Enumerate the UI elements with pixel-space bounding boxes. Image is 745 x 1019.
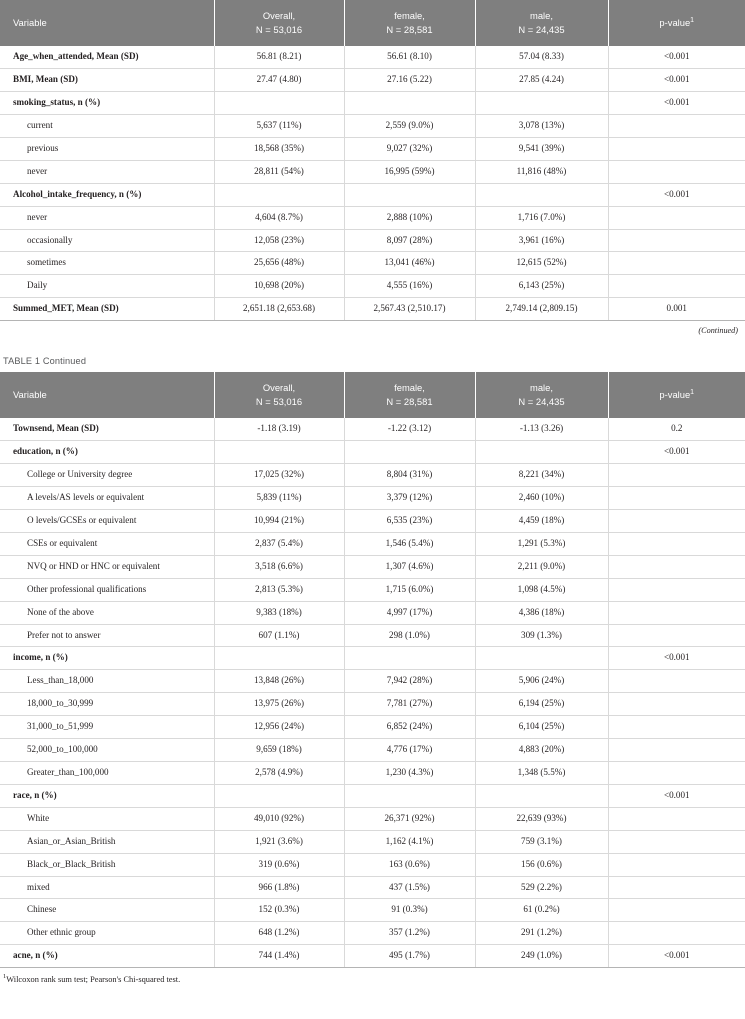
table-row <box>0 784 745 807</box>
table-row <box>0 252 745 275</box>
cell-female: 56.61 (8.10) <box>344 46 475 68</box>
row-category-name: Less_than_18,000 <box>0 670 214 693</box>
table-row <box>0 92 745 115</box>
row-variable-name: acne, n (%) <box>0 945 214 968</box>
cell-pvalue <box>608 229 745 252</box>
cell-female <box>344 441 475 464</box>
cell-male: 249 (1.0%) <box>475 945 608 968</box>
cell-female: 2,559 (9.0%) <box>344 114 475 137</box>
section-spacer <box>0 335 745 356</box>
row-category-name: None of the above <box>0 601 214 624</box>
cell-pvalue <box>608 853 745 876</box>
table-row <box>0 206 745 229</box>
cell-pvalue <box>608 487 745 510</box>
cell-male: 4,883 (20%) <box>475 739 608 762</box>
table-row <box>0 693 745 716</box>
cell-overall: 28,811 (54%) <box>214 160 344 183</box>
column-header-female-n: N = 28,581 <box>386 23 433 35</box>
cell-pvalue <box>608 555 745 578</box>
cell-overall: 744 (1.4%) <box>214 945 344 968</box>
table-row <box>0 716 745 739</box>
cell-male: 2,211 (9.0%) <box>475 555 608 578</box>
row-category-name: CSEs or equivalent <box>0 532 214 555</box>
row-category-name: NVQ or HND or HNC or equivalent <box>0 555 214 578</box>
row-category-name: Prefer not to answer <box>0 624 214 647</box>
cell-male: 61 (0.2%) <box>475 899 608 922</box>
cell-pvalue: 0.2 <box>608 418 745 440</box>
table-row <box>0 464 745 487</box>
cell-female <box>344 92 475 115</box>
table-header <box>0 0 745 46</box>
cell-male: 1,348 (5.5%) <box>475 761 608 784</box>
cell-female: 1,307 (4.6%) <box>344 555 475 578</box>
cell-overall: 3,518 (6.6%) <box>214 555 344 578</box>
column-header-variable: Variable <box>0 372 214 418</box>
table-row <box>0 945 745 968</box>
cell-female: 6,852 (24%) <box>344 716 475 739</box>
cell-overall: 9,383 (18%) <box>214 601 344 624</box>
cell-overall: 17,025 (32%) <box>214 464 344 487</box>
cell-female: 16,995 (59%) <box>344 160 475 183</box>
footnote-marker-text: 1 <box>3 973 7 981</box>
cell-overall: 5,637 (11%) <box>214 114 344 137</box>
cell-pvalue <box>608 114 745 137</box>
cell-pvalue <box>608 807 745 830</box>
cell-female: 9,027 (32%) <box>344 137 475 160</box>
cell-male <box>475 183 608 206</box>
cell-pvalue <box>608 922 745 945</box>
row-category-name: White <box>0 807 214 830</box>
table-row <box>0 46 745 68</box>
cell-male: 1,291 (5.3%) <box>475 532 608 555</box>
table-1-part-2 <box>0 372 745 968</box>
table-header-row <box>0 372 745 418</box>
cell-male: 6,143 (25%) <box>475 275 608 298</box>
table-caption-continued: TABLE 1 Continued <box>3 356 87 367</box>
cell-overall: 12,956 (24%) <box>214 716 344 739</box>
row-variable-name: income, n (%) <box>0 647 214 670</box>
table-row <box>0 647 745 670</box>
column-header-female-n: N = 28,581 <box>386 395 433 407</box>
table-row <box>0 876 745 899</box>
cell-male <box>475 647 608 670</box>
column-header-overall-n: N = 53,016 <box>255 395 303 407</box>
cell-male: 57.04 (8.33) <box>475 46 608 68</box>
table-row <box>0 761 745 784</box>
row-variable-name: education, n (%) <box>0 441 214 464</box>
cell-male: 3,961 (16%) <box>475 229 608 252</box>
table-row <box>0 510 745 533</box>
cell-overall: 152 (0.3%) <box>214 899 344 922</box>
row-category-name: previous <box>0 137 214 160</box>
cell-male: 5,906 (24%) <box>475 670 608 693</box>
cell-male: 759 (3.1%) <box>475 830 608 853</box>
cell-female: 1,715 (6.0%) <box>344 578 475 601</box>
table-row <box>0 555 745 578</box>
row-category-name: O levels/GCSEs or equivalent <box>0 510 214 533</box>
cell-female: 1,162 (4.1%) <box>344 830 475 853</box>
column-header-variable: Variable <box>0 0 214 46</box>
cell-overall: 2,813 (5.3%) <box>214 578 344 601</box>
table-row <box>0 114 745 137</box>
row-variable-name: BMI, Mean (SD) <box>0 69 214 92</box>
table-1-part-1-body <box>0 46 745 320</box>
column-header-male <box>475 0 608 46</box>
cell-pvalue: <0.001 <box>608 46 745 68</box>
table-row <box>0 275 745 298</box>
cell-male: 12,615 (52%) <box>475 252 608 275</box>
cell-overall: 25,656 (48%) <box>214 252 344 275</box>
cell-female: 2,567.43 (2,510.17) <box>344 298 475 321</box>
cell-male: 4,459 (18%) <box>475 510 608 533</box>
cell-overall: 1,921 (3.6%) <box>214 830 344 853</box>
continued-marker: (Continued) <box>698 326 738 336</box>
column-header-female <box>344 372 475 418</box>
cell-female: 8,097 (28%) <box>344 229 475 252</box>
column-header-pvalue-label: p-value <box>659 16 691 28</box>
cell-female: 495 (1.7%) <box>344 945 475 968</box>
table-footnote <box>0 968 745 984</box>
cell-pvalue <box>608 693 745 716</box>
cell-overall <box>214 647 344 670</box>
cell-female: 4,555 (16%) <box>344 275 475 298</box>
cell-pvalue: <0.001 <box>608 784 745 807</box>
column-header-pvalue <box>608 0 745 46</box>
cell-female: 357 (1.2%) <box>344 922 475 945</box>
cell-pvalue <box>608 601 745 624</box>
table-1-part-1 <box>0 0 745 321</box>
cell-male: 4,386 (18%) <box>475 601 608 624</box>
cell-female <box>344 784 475 807</box>
cell-female: 7,942 (28%) <box>344 670 475 693</box>
cell-overall <box>214 441 344 464</box>
cell-female: 26,371 (92%) <box>344 807 475 830</box>
cell-pvalue: <0.001 <box>608 92 745 115</box>
cell-female: 27.16 (5.22) <box>344 69 475 92</box>
cell-pvalue: <0.001 <box>608 945 745 968</box>
table-row <box>0 899 745 922</box>
cell-pvalue <box>608 716 745 739</box>
cell-pvalue: <0.001 <box>608 69 745 92</box>
footnote-body: Wilcoxon rank sum test; Pearson's Chi-squared test. <box>6 975 181 985</box>
cell-male <box>475 784 608 807</box>
cell-pvalue: 0.001 <box>608 298 745 321</box>
cell-female: 2,888 (10%) <box>344 206 475 229</box>
cell-female: 4,997 (17%) <box>344 601 475 624</box>
cell-male: 6,104 (25%) <box>475 716 608 739</box>
row-variable-name: Age_when_attended, Mean (SD) <box>0 46 214 68</box>
cell-pvalue <box>608 275 745 298</box>
cell-overall: 319 (0.6%) <box>214 853 344 876</box>
table-row <box>0 624 745 647</box>
column-header-pvalue-label: p-value <box>659 388 691 400</box>
table-row <box>0 853 745 876</box>
cell-pvalue <box>608 532 745 555</box>
cell-overall: 13,975 (26%) <box>214 693 344 716</box>
cell-male: 1,098 (4.5%) <box>475 578 608 601</box>
row-category-name: never <box>0 160 214 183</box>
cell-female: 8,804 (31%) <box>344 464 475 487</box>
cell-male <box>475 92 608 115</box>
row-category-name: Greater_than_100,000 <box>0 761 214 784</box>
cell-male: 3,078 (13%) <box>475 114 608 137</box>
cell-pvalue <box>608 739 745 762</box>
cell-female: 7,781 (27%) <box>344 693 475 716</box>
cell-pvalue <box>608 464 745 487</box>
table-row <box>0 807 745 830</box>
cell-pvalue <box>608 137 745 160</box>
cell-female: 437 (1.5%) <box>344 876 475 899</box>
cell-pvalue: <0.001 <box>608 647 745 670</box>
cell-pvalue <box>608 670 745 693</box>
row-variable-name: smoking_status, n (%) <box>0 92 214 115</box>
cell-overall: -1.18 (3.19) <box>214 418 344 440</box>
row-category-name: A levels/AS levels or equivalent <box>0 487 214 510</box>
cell-overall: 5,839 (11%) <box>214 487 344 510</box>
column-header-male-n: N = 24,435 <box>518 395 565 407</box>
footnote-marker: 1 <box>690 388 695 396</box>
table-row <box>0 229 745 252</box>
cell-pvalue <box>608 830 745 853</box>
cell-pvalue <box>608 578 745 601</box>
cell-male <box>475 441 608 464</box>
table-row <box>0 418 745 440</box>
column-header-male-n: N = 24,435 <box>518 23 565 35</box>
cell-overall: 10,994 (21%) <box>214 510 344 533</box>
column-header-overall-label: Overall, <box>262 382 296 394</box>
row-category-name: 18,000_to_30,999 <box>0 693 214 716</box>
table-row <box>0 830 745 853</box>
row-category-name: never <box>0 206 214 229</box>
cell-male: 6,194 (25%) <box>475 693 608 716</box>
row-category-name: current <box>0 114 214 137</box>
cell-male: 529 (2.2%) <box>475 876 608 899</box>
cell-female: 4,776 (17%) <box>344 739 475 762</box>
cell-female: 3,379 (12%) <box>344 487 475 510</box>
row-category-name: Other professional qualifications <box>0 578 214 601</box>
column-header-female <box>344 0 475 46</box>
row-category-name: Black_or_Black_British <box>0 853 214 876</box>
table-row <box>0 487 745 510</box>
cell-overall <box>214 784 344 807</box>
cell-male: 291 (1.2%) <box>475 922 608 945</box>
cell-male: 9,541 (39%) <box>475 137 608 160</box>
table-row <box>0 69 745 92</box>
cell-male: 309 (1.3%) <box>475 624 608 647</box>
cell-pvalue <box>608 510 745 533</box>
cell-overall: 2,578 (4.9%) <box>214 761 344 784</box>
table-row <box>0 739 745 762</box>
cell-pvalue <box>608 624 745 647</box>
cell-female: 298 (1.0%) <box>344 624 475 647</box>
column-header-overall <box>214 0 344 46</box>
cell-female <box>344 647 475 670</box>
table-header-continued <box>0 372 745 418</box>
cell-pvalue: <0.001 <box>608 441 745 464</box>
cell-overall: 56.81 (8.21) <box>214 46 344 68</box>
cell-male: 27.85 (4.24) <box>475 69 608 92</box>
cell-overall <box>214 92 344 115</box>
cell-female: 163 (0.6%) <box>344 853 475 876</box>
cell-overall: 10,698 (20%) <box>214 275 344 298</box>
table-row <box>0 532 745 555</box>
cell-pvalue <box>608 761 745 784</box>
cell-male: 1,716 (7.0%) <box>475 206 608 229</box>
cell-male: 2,749.14 (2,809.15) <box>475 298 608 321</box>
cell-male: -1.13 (3.26) <box>475 418 608 440</box>
cell-male: 22,639 (93%) <box>475 807 608 830</box>
cell-pvalue <box>608 876 745 899</box>
cell-overall: 12,058 (23%) <box>214 229 344 252</box>
column-header-female-label: female, <box>394 382 425 394</box>
column-header-overall-label: Overall, <box>262 10 296 21</box>
cell-male: 11,816 (48%) <box>475 160 608 183</box>
cell-overall: 966 (1.8%) <box>214 876 344 899</box>
cell-pvalue <box>608 899 745 922</box>
column-header-male-label: male, <box>530 382 553 394</box>
cell-male: 156 (0.6%) <box>475 853 608 876</box>
cell-pvalue: <0.001 <box>608 183 745 206</box>
row-category-name: Asian_or_Asian_British <box>0 830 214 853</box>
cell-pvalue <box>608 160 745 183</box>
table-row <box>0 922 745 945</box>
cell-overall: 2,837 (5.4%) <box>214 532 344 555</box>
row-category-name: Daily <box>0 275 214 298</box>
column-header-female-label: female, <box>394 10 425 21</box>
row-category-name: sometimes <box>0 252 214 275</box>
column-header-male-label: male, <box>530 10 553 21</box>
cell-female: 1,230 (4.3%) <box>344 761 475 784</box>
cell-overall: 27.47 (4.80) <box>214 69 344 92</box>
row-category-name: College or University degree <box>0 464 214 487</box>
cell-overall: 49,010 (92%) <box>214 807 344 830</box>
cell-female: -1.22 (3.12) <box>344 418 475 440</box>
column-header-overall <box>214 372 344 418</box>
cell-pvalue <box>608 252 745 275</box>
cell-overall: 4,604 (8.7%) <box>214 206 344 229</box>
cell-male: 8,221 (34%) <box>475 464 608 487</box>
footnote-marker: 1 <box>690 16 695 24</box>
table-row <box>0 441 745 464</box>
table-row <box>0 137 745 160</box>
cell-female: 91 (0.3%) <box>344 899 475 922</box>
cell-male: 2,460 (10%) <box>475 487 608 510</box>
table-row <box>0 578 745 601</box>
row-variable-name: race, n (%) <box>0 784 214 807</box>
table-row <box>0 183 745 206</box>
cell-overall: 9,659 (18%) <box>214 739 344 762</box>
cell-overall: 13,848 (26%) <box>214 670 344 693</box>
cell-female: 6,535 (23%) <box>344 510 475 533</box>
row-category-name: 31,000_to_51,999 <box>0 716 214 739</box>
row-category-name: mixed <box>0 876 214 899</box>
column-header-pvalue <box>608 372 745 418</box>
cell-overall <box>214 183 344 206</box>
cell-overall: 2,651.18 (2,653.68) <box>214 298 344 321</box>
table-1-part-2-body <box>0 418 745 967</box>
cell-overall: 18,568 (35%) <box>214 137 344 160</box>
table-header-row <box>0 0 745 46</box>
row-category-name: Other ethnic group <box>0 922 214 945</box>
row-variable-name: Alcohol_intake_frequency, n (%) <box>0 183 214 206</box>
column-header-overall-n: N = 53,016 <box>255 23 303 35</box>
row-category-name: 52,000_to_100,000 <box>0 739 214 762</box>
cell-pvalue <box>608 206 745 229</box>
row-variable-name: Townsend, Mean (SD) <box>0 418 214 440</box>
cell-overall: 607 (1.1%) <box>214 624 344 647</box>
table-row <box>0 670 745 693</box>
row-variable-name: Summed_MET, Mean (SD) <box>0 298 214 321</box>
row-category-name: Chinese <box>0 899 214 922</box>
table-row <box>0 298 745 321</box>
row-category-name: occasionally <box>0 229 214 252</box>
column-header-male <box>475 372 608 418</box>
cell-female: 13,041 (46%) <box>344 252 475 275</box>
cell-overall: 648 (1.2%) <box>214 922 344 945</box>
cell-female <box>344 183 475 206</box>
table-row <box>0 160 745 183</box>
cell-female: 1,546 (5.4%) <box>344 532 475 555</box>
table-row <box>0 601 745 624</box>
